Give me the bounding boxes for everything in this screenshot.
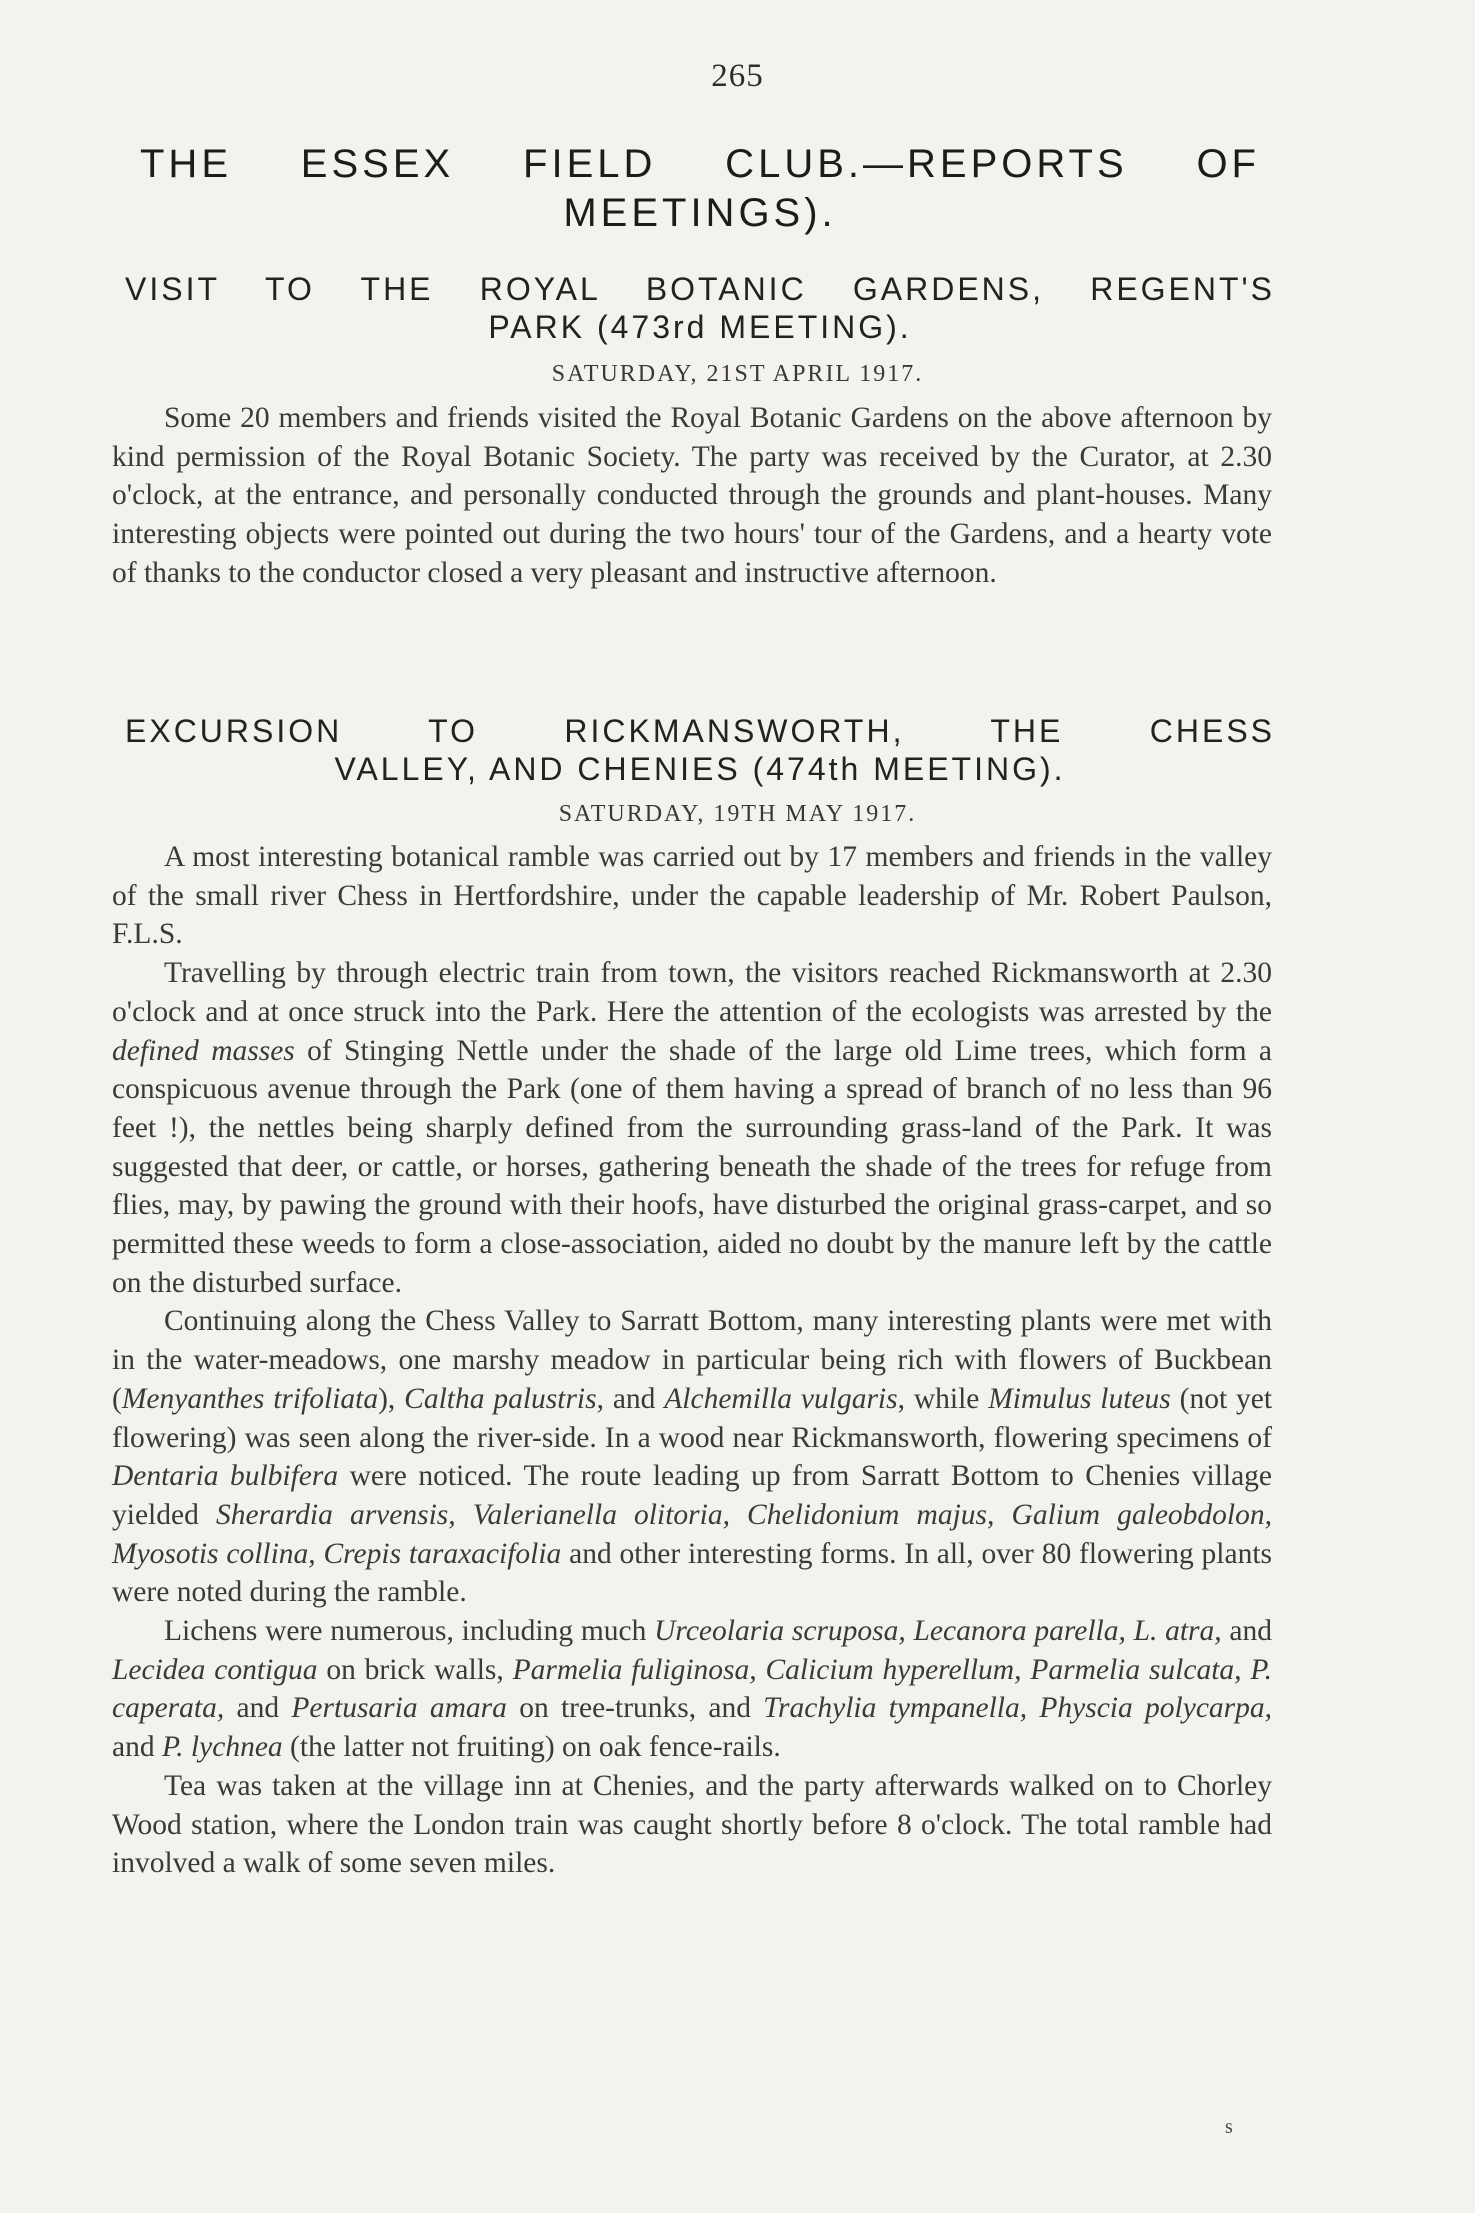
- text-run: (not yet flowering) was seen along the river-side. In a wood near Rickmansworth, flowering specimens of: [112, 1382, 1273, 1454]
- section2-heading-line1: EXCURSION TO RICKMANSWORTH, THE CHESS: [125, 713, 1275, 749]
- section2-paragraph4: [112, 1612, 1272, 1767]
- text-run: Continuing along the Chess Valley to Sarratt Bottom, many interesting plants were met with in the water-meadows, one marshy meadow in particular being rich with flowers of Buckbean (: [112, 1305, 1272, 1415]
- text-run: ),: [378, 1382, 405, 1415]
- text-run: and: [1221, 1615, 1273, 1648]
- section2-paragraph5: Tea was taken at the village inn at Chenies, and the party afterwards walked on to Chorley Wood station, where the London train was caught shortly before 8 o'clock. The total ramble had involved a walk of some seven miles.: [112, 1769, 1272, 1880]
- section1-heading-line2: PARK (473rd MEETING).: [488, 309, 912, 345]
- text-run: Lichens were numerous, including much: [164, 1615, 655, 1648]
- species-name: Mimulus luteus: [988, 1382, 1171, 1415]
- species-name: Urceolaria scruposa, Lecanora parella, L. atra,: [654, 1615, 1222, 1648]
- text-run: on brick walls,: [317, 1653, 513, 1686]
- species-name: Alchemilla vulgaris: [664, 1382, 898, 1415]
- text-run: of Stinging Nettle under the shade of the large old Lime trees, which form a conspicuous avenue through the Park (one of them having a spread of branch of no less than 96 feet !), the nettles being sharply defined from the surrounding grass-land of the Park. It was suggested that deer, or cattle, or horses, gathering beneath the shade of the trees for refuge from flies, may, by pawing the ground with their hoofs, have disturbed the original grass-carpet, and so permitted these weeds to form a close-association, aided no doubt by the manure left by the cattle on the disturbed surface.: [112, 1034, 1272, 1299]
- species-name: Dentaria bulbifera: [112, 1460, 339, 1493]
- species-name: Trachylia tympanella, Physcia polycarpa,: [763, 1692, 1273, 1725]
- species-name: Lecidea contigua: [112, 1653, 318, 1686]
- text-run: and other interesting forms. In all, over 80 flowering plants were noted during the ramble.: [112, 1537, 1273, 1609]
- section2-paragraph1: A most interesting botanical ramble was carried out by 17 members and friends in the valley of the small river Chess in Hertfordshire, under the capable leadership of Mr. Robert Paulson, F.L.S.: [112, 841, 1272, 951]
- section2-paragraph3: [112, 1302, 1272, 1612]
- species-list: Sherardia arvensis, Valerianella olitoria, Chelidonium majus, Galium galeobdolon, Myosotis collina, Crepis taraxacifolia: [112, 1498, 1272, 1570]
- species-name: Menyanthes trifoliata: [121, 1382, 379, 1415]
- section2-heading-line2: VALLEY, AND CHENIES (474th MEETING).: [334, 751, 1066, 787]
- section1-heading: [125, 270, 1275, 346]
- species-name: Caltha palustris: [404, 1382, 597, 1415]
- section2-paragraph2: [112, 954, 1272, 1302]
- section1-body: [112, 399, 1272, 593]
- text-run: and: [112, 1731, 162, 1764]
- species-name: Parmelia fuliginosa, Calicium hyperellum, Parmelia sulcata, P. caperata,: [112, 1653, 1272, 1725]
- species-name: Pertusaria amara: [291, 1692, 507, 1725]
- section2-body: [112, 838, 1272, 1883]
- text-run: , while: [897, 1382, 989, 1415]
- page-number: 265: [711, 58, 764, 94]
- main-title: [140, 140, 1260, 238]
- main-title-line2: MEETINGS).: [563, 191, 837, 235]
- section2-date: SATURDAY, 19TH MAY 1917.: [558, 801, 917, 827]
- text-run: (the latter not fruiting) on oak fence-rails.: [282, 1731, 781, 1764]
- section1-paragraph: Some 20 members and friends visited the Royal Botanic Gardens on the above afternoon by kind permission of the Royal Botanic Society. The party was received by the Curator, at 2.30 o'clock, at the entrance, and personally conducted through the grounds and plant-houses. Many interesting objects were pointed out during the two hours' tour of the Gardens, and a hearty vote of thanks to the conductor closed a very pleasant and instructive afternoon.: [112, 402, 1272, 589]
- section2-heading: [125, 712, 1275, 788]
- text-run: and: [224, 1692, 292, 1725]
- text-run: , and: [596, 1382, 665, 1415]
- section1-date: SATURDAY, 21ST APRIL 1917.: [551, 361, 924, 387]
- text-run: Travelling by through electric train from town, the visitors reached Rickmansworth at 2.30 o'clock and at once struck into the Park. Here the attention of the ecologists was arrested by the: [112, 957, 1272, 1028]
- text-run: on tree-trunks, and: [506, 1692, 764, 1725]
- text-run: were noticed. The route leading up from Sarratt Bottom to Chenies village yielded: [112, 1460, 1273, 1531]
- main-title-line1: THE ESSEX FIELD CLUB.—REPORTS OF: [140, 142, 1260, 186]
- section1-heading-line1: VISIT TO THE ROYAL BOTANIC GARDENS, REGENT'S: [125, 271, 1275, 307]
- species-name: P. lychnea: [161, 1731, 283, 1764]
- italic-run: defined masses: [112, 1034, 295, 1067]
- signature-mark: s: [1225, 2116, 1233, 2138]
